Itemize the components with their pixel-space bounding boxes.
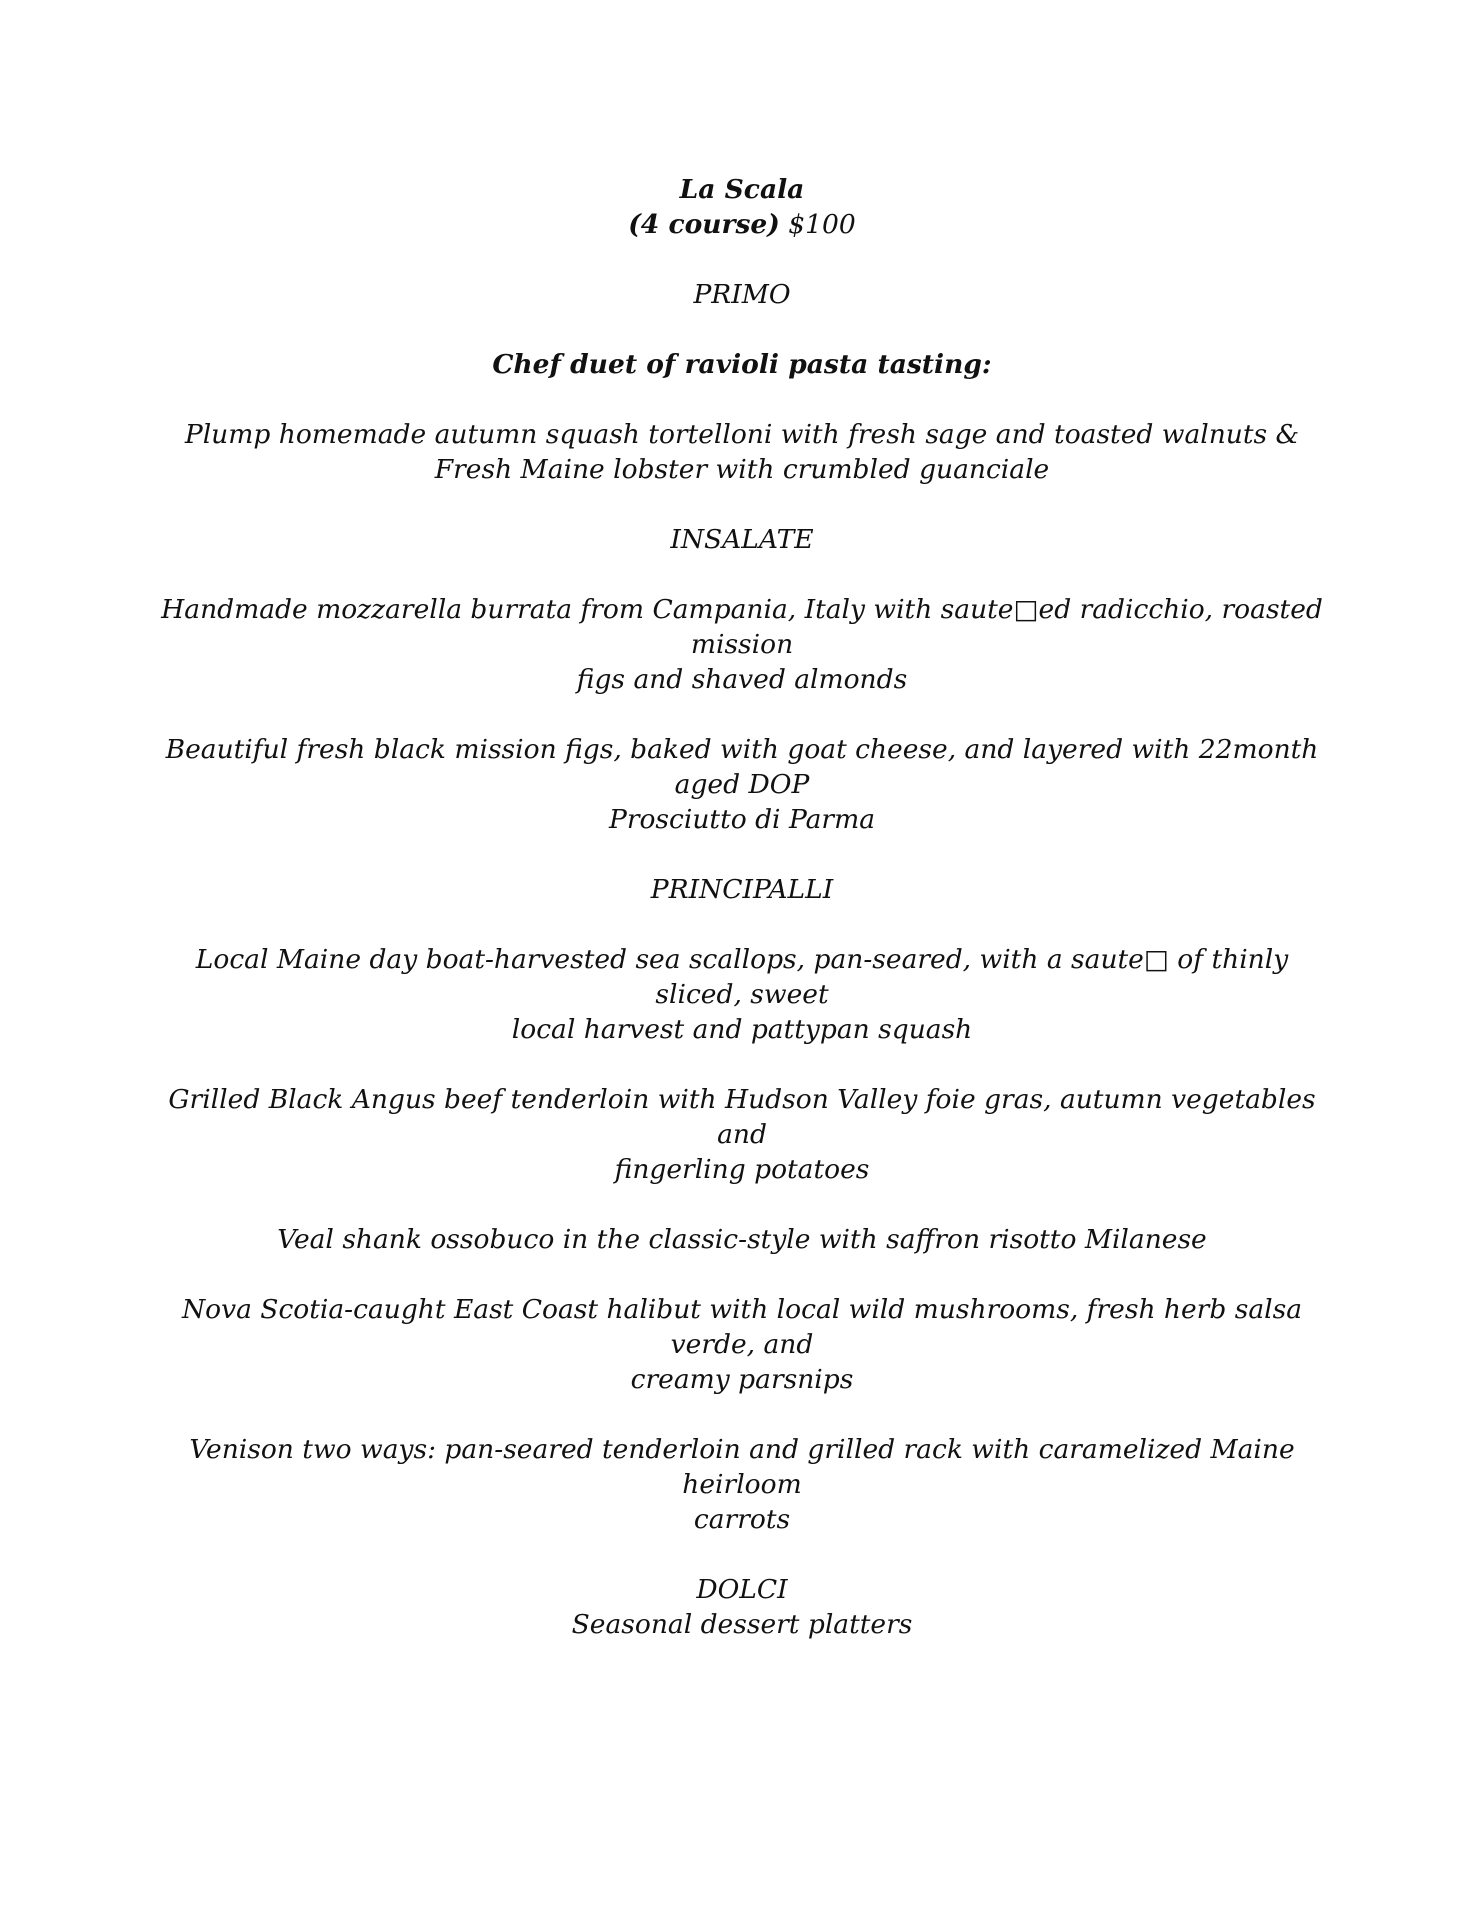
primo-subheading: Chef duet of ravioli pasta tasting: <box>492 349 992 380</box>
principalli-item-3-line-1: Veal shank ossobuco in the classic-style with saffron risotto Milanese <box>277 1224 1207 1255</box>
price: $100 <box>788 209 856 240</box>
dolci-item: Seasonal dessert platters <box>571 1609 913 1640</box>
insalate-item-1-line-2: figs and shaved almonds <box>576 664 908 695</box>
insalate-item-2-line-1: Beautiful fresh black mission figs, baked with goat cheese, and layered with 22month aged DOP <box>165 734 1319 800</box>
principalli-item-5-line-1: Venison two ways: pan-seared tenderloin and grilled rack with caramelized Maine heirloom <box>189 1434 1295 1500</box>
primo-line-1: Plump homemade autumn squash tortelloni with fresh sage and toasted walnuts & <box>184 419 1300 450</box>
principalli-item-5-line-2: carrots <box>693 1504 791 1535</box>
principalli-item-4-line-2: creamy parsnips <box>630 1364 854 1395</box>
principalli-item-1-line-2: local harvest and pattypan squash <box>511 1014 973 1045</box>
principalli-item-2-line-1: Grilled Black Angus beef tenderloin with Hudson Valley foie gras, autumn vegetables and <box>168 1084 1316 1150</box>
section-heading-primo: PRIMO <box>693 279 791 310</box>
section-heading-insalate: INSALATE <box>670 524 814 555</box>
insalate-item-2-line-2: Prosciutto di Parma <box>608 804 875 835</box>
restaurant-name: La Scala <box>679 174 805 205</box>
section-heading-principalli: PRINCIPALLI <box>650 874 834 905</box>
course-price-line <box>160 207 1324 242</box>
menu-content <box>160 172 1324 1642</box>
section-heading-dolci: DOLCI <box>696 1574 788 1605</box>
insalate-item-1-line-1: Handmade mozzarella burrata from Campania, Italy with saute□ed radicchio, roasted mission <box>161 594 1323 660</box>
principalli-item-4-line-1: Nova Scotia-caught East Coast halibut with local wild mushrooms, fresh herb salsa verde, and <box>181 1294 1303 1360</box>
principalli-item-2-line-2: fingerling potatoes <box>614 1154 870 1185</box>
principalli-item-1-line-1: Local Maine day boat-harvested sea scallops, pan-seared, with a saute□ of thinly sliced, sweet <box>195 944 1289 1010</box>
primo-line-2: Fresh Maine lobster with crumbled guanciale <box>434 454 1050 485</box>
course-label: (4 course) <box>628 209 780 240</box>
